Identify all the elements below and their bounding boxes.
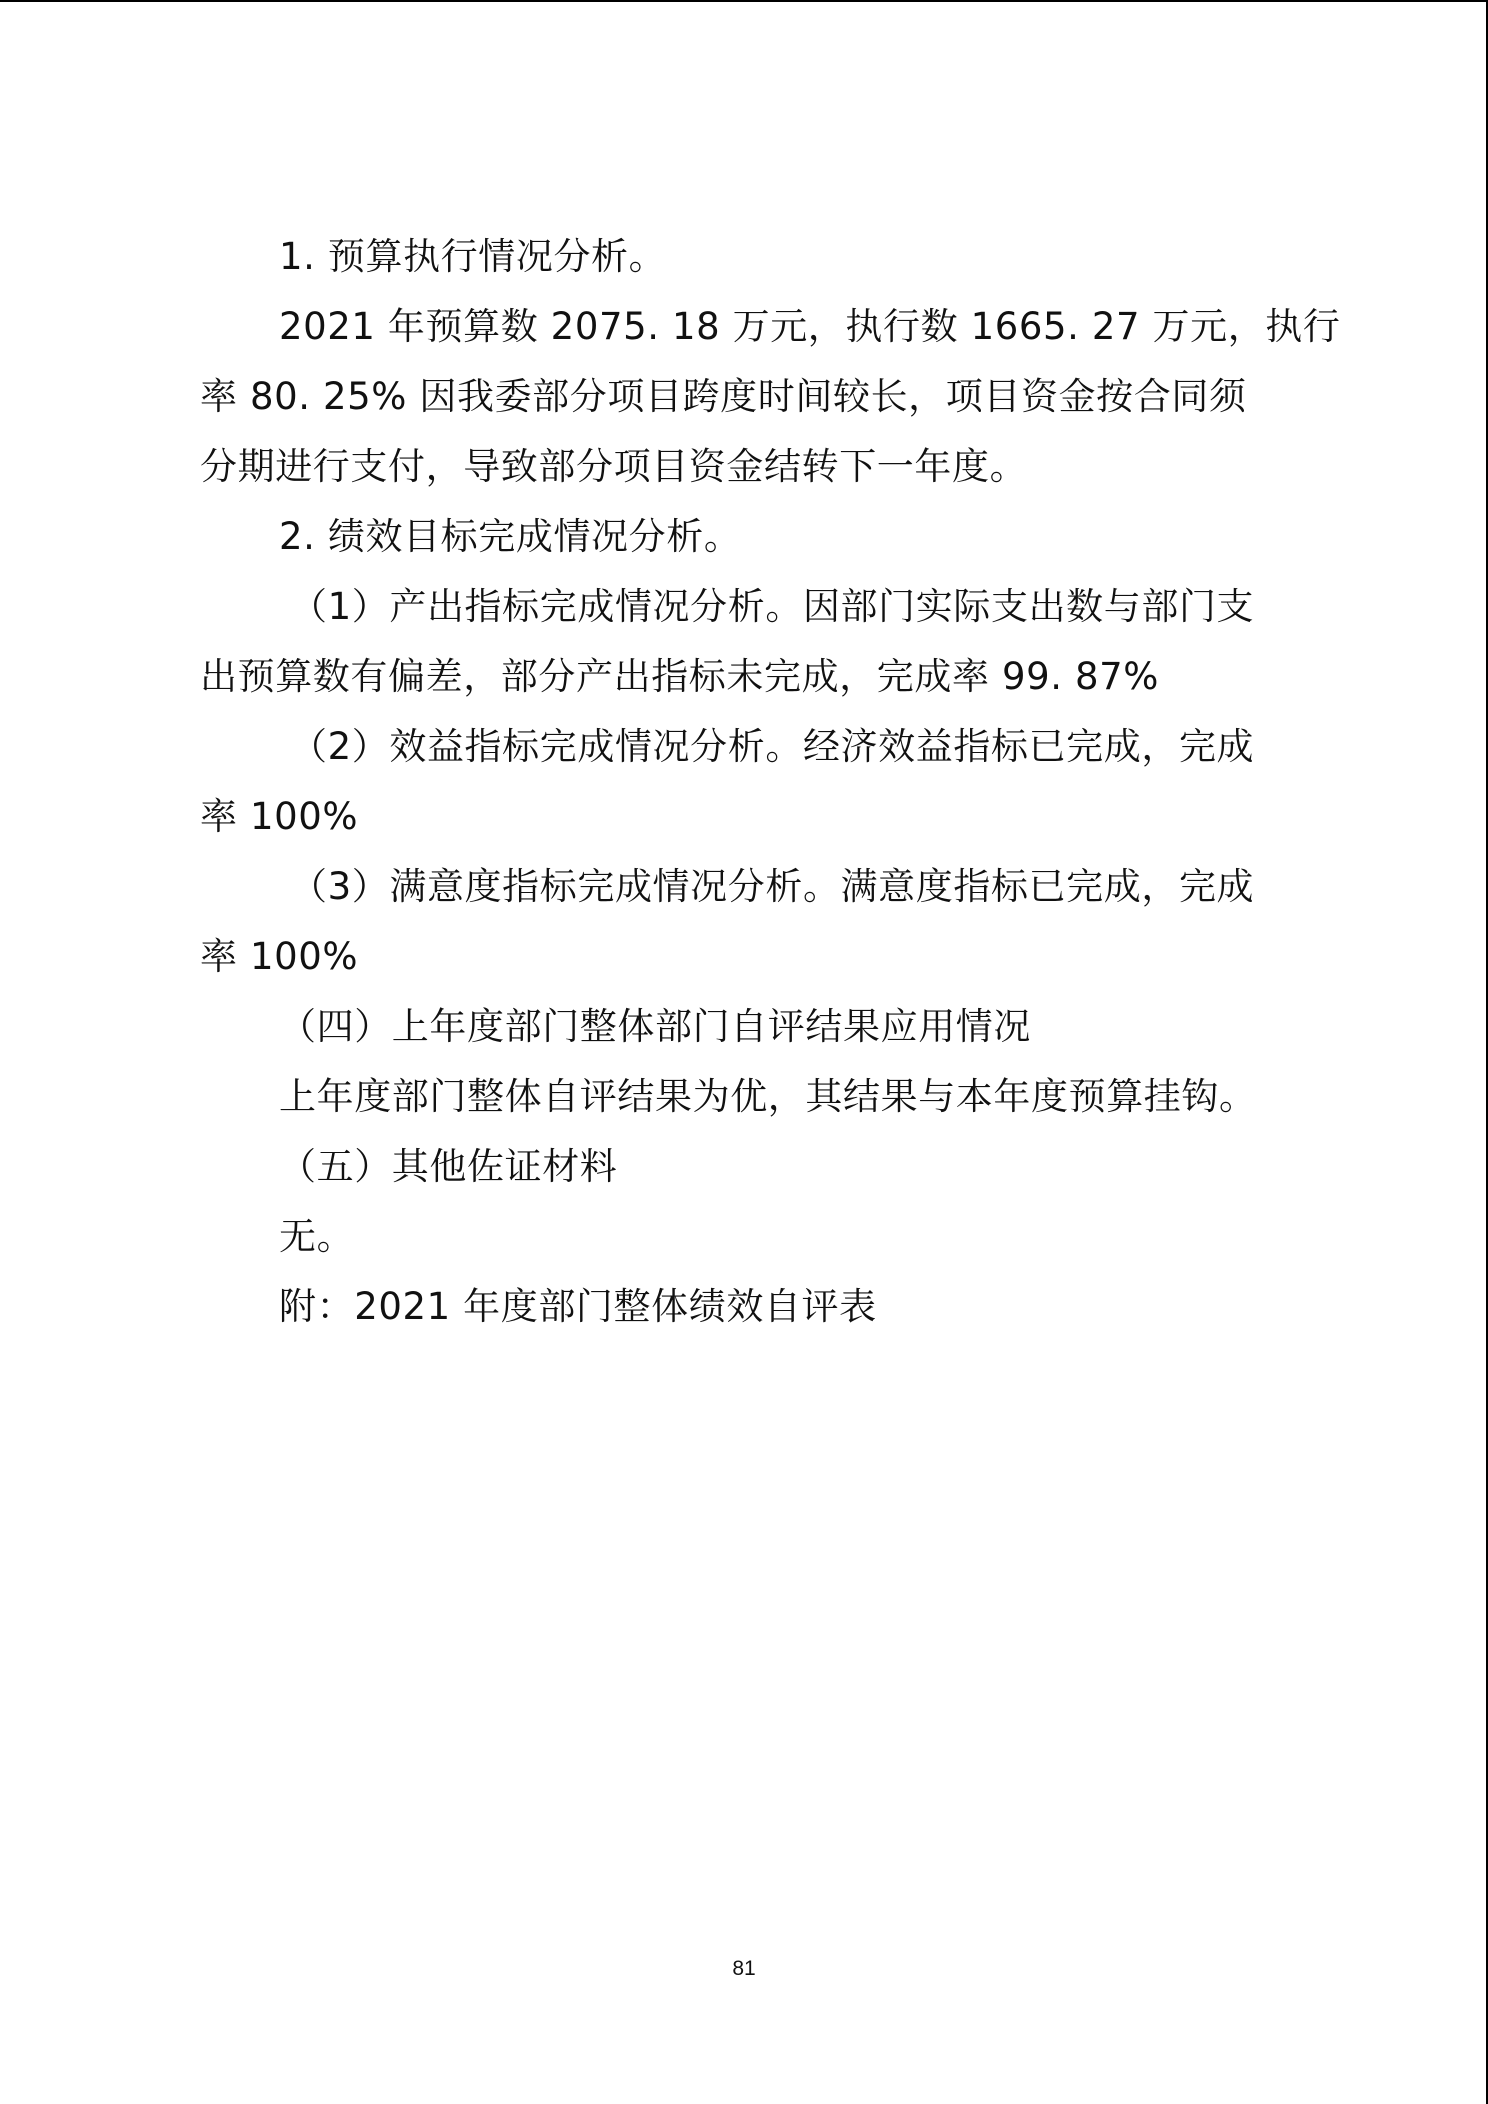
text-line: 分期进行支付，导致部分项目资金结转下一年度。	[200, 445, 1028, 488]
text-line: （四）上年度部门整体部门自评结果应用情况	[279, 1005, 1031, 1048]
text-line: 出预算数有偏差，部分产出指标未完成，完成率 99. 87%	[200, 655, 1160, 698]
text-line: （2）效益指标完成情况分析。经济效益指标已完成，完成	[290, 725, 1255, 768]
section-heading-4	[279, 996, 1031, 1050]
text-line: 无。	[279, 1215, 355, 1258]
text-line: 率 80. 25% 因我委部分项目跨度时间较长，项目资金按合同须	[200, 375, 1247, 418]
paragraph-budget-analysis-cont	[200, 366, 1247, 420]
text-line: 率 100%	[200, 935, 359, 978]
text-line: （1）产出指标完成情况分析。因部门实际支出数与部门支	[290, 585, 1255, 628]
paragraph-budget-heading	[279, 226, 666, 280]
paragraph-budget-analysis	[279, 296, 1341, 350]
paragraph-self-evaluation-result	[279, 1066, 1257, 1120]
paragraph-benefit-indicator	[290, 716, 1254, 770]
paragraph-output-indicator-cont	[200, 646, 1159, 700]
text-line: 1. 预算执行情况分析。	[279, 235, 667, 278]
paragraph-output-indicator	[290, 576, 1254, 630]
text-line: 上年度部门整体自评结果为优，其结果与本年度预算挂钩。	[279, 1075, 1257, 1118]
text-line: 2. 绩效目标完成情况分析。	[279, 515, 742, 558]
page-number: 81	[732, 1957, 756, 1980]
section-heading-5	[279, 1136, 617, 1190]
paragraph-attachment	[279, 1276, 877, 1330]
paragraph-budget-analysis-cont	[200, 436, 1027, 490]
text-line: 率 100%	[200, 795, 359, 838]
paragraph-none	[279, 1206, 354, 1260]
text-line: 2021 年预算数 2075. 18 万元，执行数 1665. 27 万元，执行	[279, 305, 1341, 348]
paragraph-benefit-indicator-cont	[200, 786, 358, 840]
text-line: 附：2021 年度部门整体绩效自评表	[279, 1285, 877, 1328]
paragraph-satisfaction-indicator-cont	[200, 926, 358, 980]
paragraph-satisfaction-indicator	[290, 856, 1254, 910]
text-line: （五）其他佐证材料	[279, 1145, 618, 1188]
text-line: （3）满意度指标完成情况分析。满意度指标已完成，完成	[290, 865, 1255, 908]
paragraph-performance-heading	[279, 506, 741, 560]
